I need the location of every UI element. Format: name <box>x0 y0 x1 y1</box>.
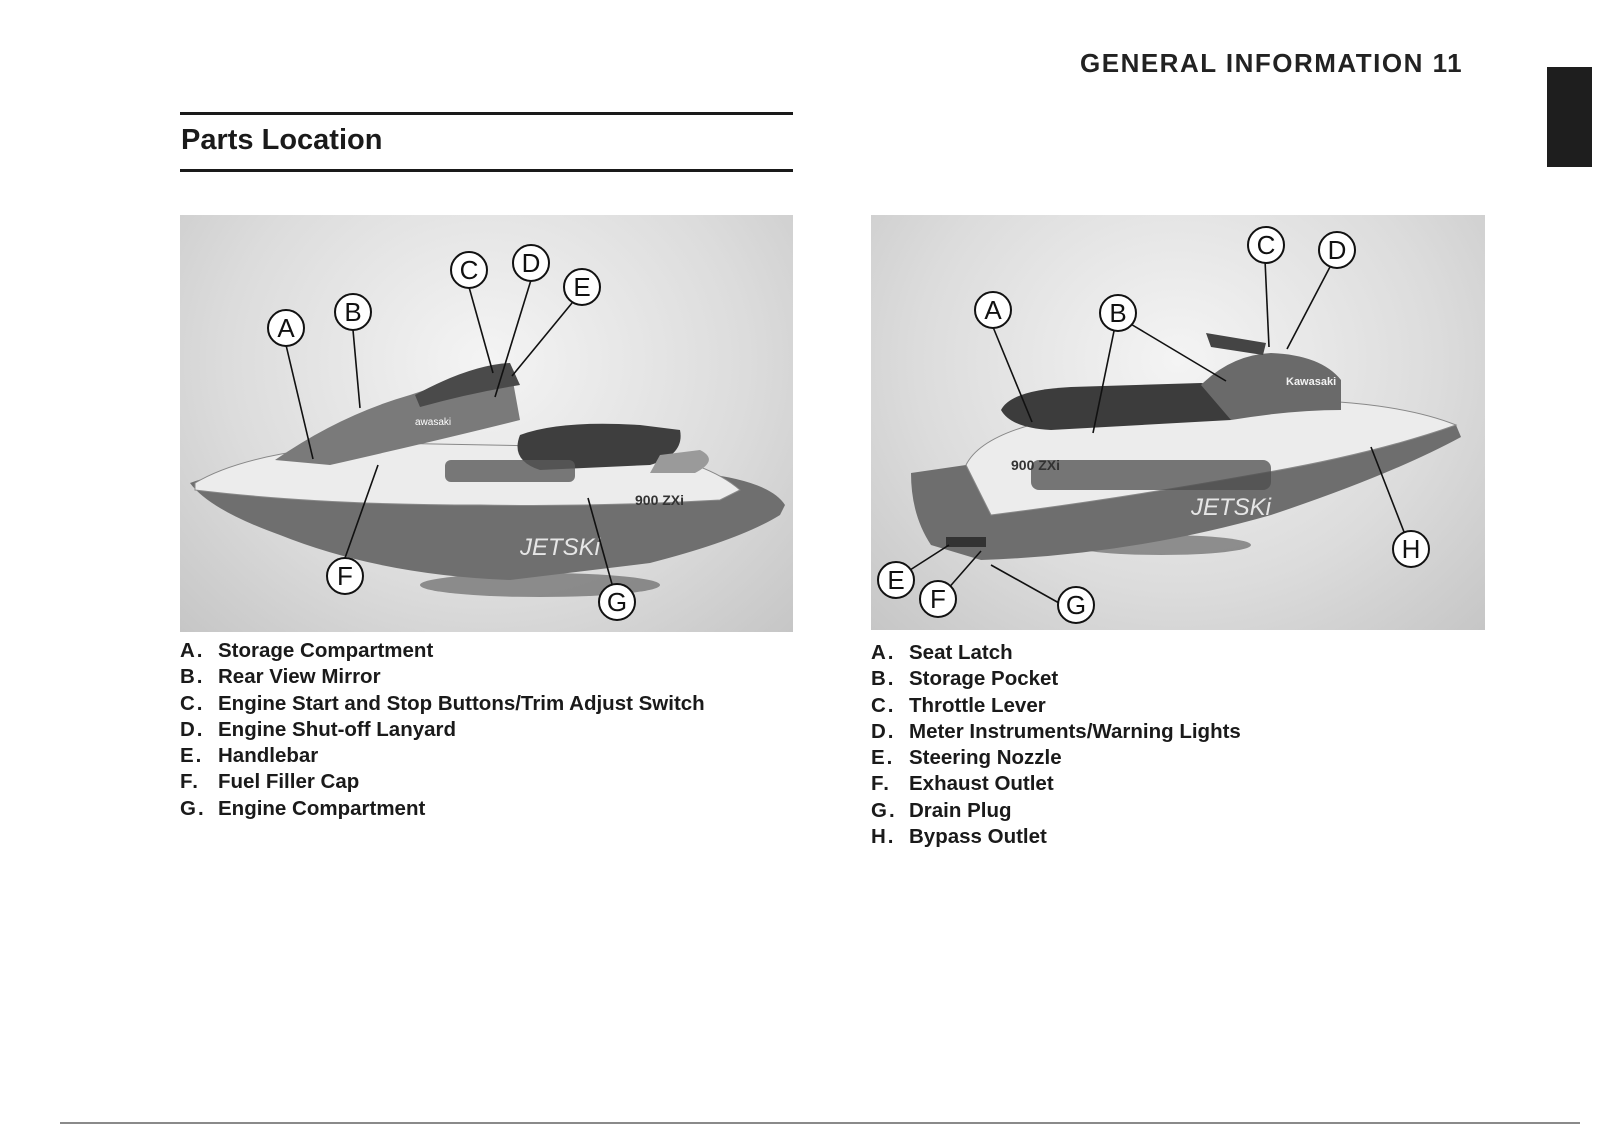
callout-right-a <box>975 292 1011 328</box>
callout-right-e <box>878 562 914 598</box>
leader-right-c <box>1265 260 1269 347</box>
legend-label: Engine Compartment <box>218 796 426 820</box>
svg-text:A: A <box>277 313 295 343</box>
legend-key: F. <box>871 772 891 796</box>
legend-key: A. <box>871 641 896 664</box>
right-hull-mark: JETSKi <box>1191 494 1272 521</box>
svg-text:B: B <box>1109 298 1127 328</box>
right-parts-legend <box>871 641 1241 851</box>
legend-label: Bypass Outlet <box>909 825 1047 849</box>
section-title: Parts Location <box>181 124 383 156</box>
legend-left-b <box>180 665 705 691</box>
left-model-mark: 900 ZXi <box>635 492 685 508</box>
svg-text:C: C <box>459 255 479 285</box>
legend-label: Drain Plug <box>909 798 1012 822</box>
legend-label: Exhaust Outlet <box>909 772 1054 796</box>
legend-key: D. <box>871 719 896 743</box>
left-parts-photo <box>180 215 793 632</box>
legend-right-b <box>871 667 1241 693</box>
legend-left-c <box>180 692 705 718</box>
legend-key: D. <box>180 717 205 741</box>
legend-label: Seat Latch <box>909 641 1013 664</box>
svg-text:E: E <box>887 565 905 595</box>
right-jetski-illustration <box>871 215 1485 630</box>
callout-right-d <box>1319 232 1355 268</box>
legend-label: Engine Shut-off Lanyard <box>218 717 457 741</box>
callout-left-a <box>268 310 304 346</box>
left-jetski-illustration <box>180 215 793 632</box>
left-parts-legend <box>180 639 705 823</box>
legend-key: B. <box>180 665 205 689</box>
callout-right-c <box>1248 227 1284 263</box>
legend-key: H. <box>871 825 896 849</box>
legend-label: Steering Nozzle <box>909 746 1062 770</box>
callout-left-e <box>564 269 600 305</box>
legend-key: E. <box>180 744 204 768</box>
legend-left-f <box>180 770 705 796</box>
legend-label: Handlebar <box>218 744 319 768</box>
footer-rule <box>60 1122 1580 1124</box>
legend-key: A. <box>180 639 205 662</box>
svg-text:D: D <box>1327 235 1347 265</box>
callout-right-b <box>1100 295 1136 331</box>
right-steering-nozzle <box>946 537 986 547</box>
right-decal-band <box>1031 460 1271 490</box>
callout-left-g <box>599 584 635 620</box>
legend-left-d <box>180 718 705 744</box>
callout-left-c <box>451 252 487 288</box>
legend-key: C. <box>871 693 896 717</box>
callout-left-b <box>335 294 371 330</box>
svg-text:G: G <box>606 587 628 617</box>
callout-left-f <box>327 558 363 594</box>
right-brand-mark: Kawasaki <box>1286 376 1337 388</box>
legend-right-g <box>871 799 1241 825</box>
legend-label: Engine Start and Stop Buttons/Trim Adjust Switch <box>218 691 705 715</box>
leader-left-a <box>286 345 313 459</box>
legend-right-c <box>871 694 1241 720</box>
legend-label: Fuel Filler Cap <box>218 770 360 794</box>
legend-key: G. <box>871 798 897 822</box>
left-brand-mark: awasaki <box>415 417 452 428</box>
title-rule-bottom <box>180 169 793 172</box>
page-header: GENERAL INFORMATION 11 <box>1080 48 1464 78</box>
right-parts-photo <box>871 215 1485 630</box>
legend-left-e <box>180 744 705 770</box>
svg-text:A: A <box>984 295 1002 325</box>
svg-text:F: F <box>337 561 353 591</box>
leader-right-b2 <box>1129 323 1226 381</box>
legend-right-d <box>871 720 1241 746</box>
left-decal-band <box>445 460 575 482</box>
svg-text:F: F <box>930 584 946 614</box>
legend-label: Rear View Mirror <box>218 665 381 689</box>
svg-text:C: C <box>1256 230 1276 260</box>
callout-left-d <box>513 245 549 281</box>
legend-label: Storage Pocket <box>909 667 1059 691</box>
leader-right-d <box>1287 265 1331 349</box>
legend-label: Meter Instruments/Warning Lights <box>909 719 1241 743</box>
leader-left-b <box>353 330 360 408</box>
svg-text:H: H <box>1401 534 1421 564</box>
leader-left-c <box>469 287 493 373</box>
legend-key: F. <box>180 770 200 794</box>
legend-right-a <box>871 641 1241 667</box>
legend-label: Throttle Lever <box>909 693 1046 717</box>
callout-right-h <box>1393 531 1429 567</box>
legend-right-e <box>871 746 1241 772</box>
title-rule-top <box>180 112 793 115</box>
legend-key: C. <box>180 691 205 715</box>
callout-right-f <box>920 581 956 617</box>
section-tab-marker <box>1547 67 1592 167</box>
legend-right-h <box>871 825 1241 851</box>
legend-left-a <box>180 639 705 665</box>
legend-left-g <box>180 797 705 823</box>
svg-text:B: B <box>344 297 362 327</box>
left-hull-mark: JETSKi <box>520 534 601 561</box>
svg-text:D: D <box>521 248 541 278</box>
legend-right-f <box>871 772 1241 798</box>
leader-right-g <box>991 565 1059 603</box>
legend-key: B. <box>871 667 896 691</box>
legend-label: Storage Compartment <box>218 639 434 662</box>
svg-text:G: G <box>1065 590 1087 620</box>
right-model-mark: 900 ZXi <box>1011 457 1061 473</box>
right-handlebar <box>1206 333 1266 355</box>
legend-key: G. <box>180 796 206 820</box>
legend-key: E. <box>871 746 895 770</box>
callout-right-g <box>1058 587 1094 623</box>
svg-text:E: E <box>573 272 591 302</box>
